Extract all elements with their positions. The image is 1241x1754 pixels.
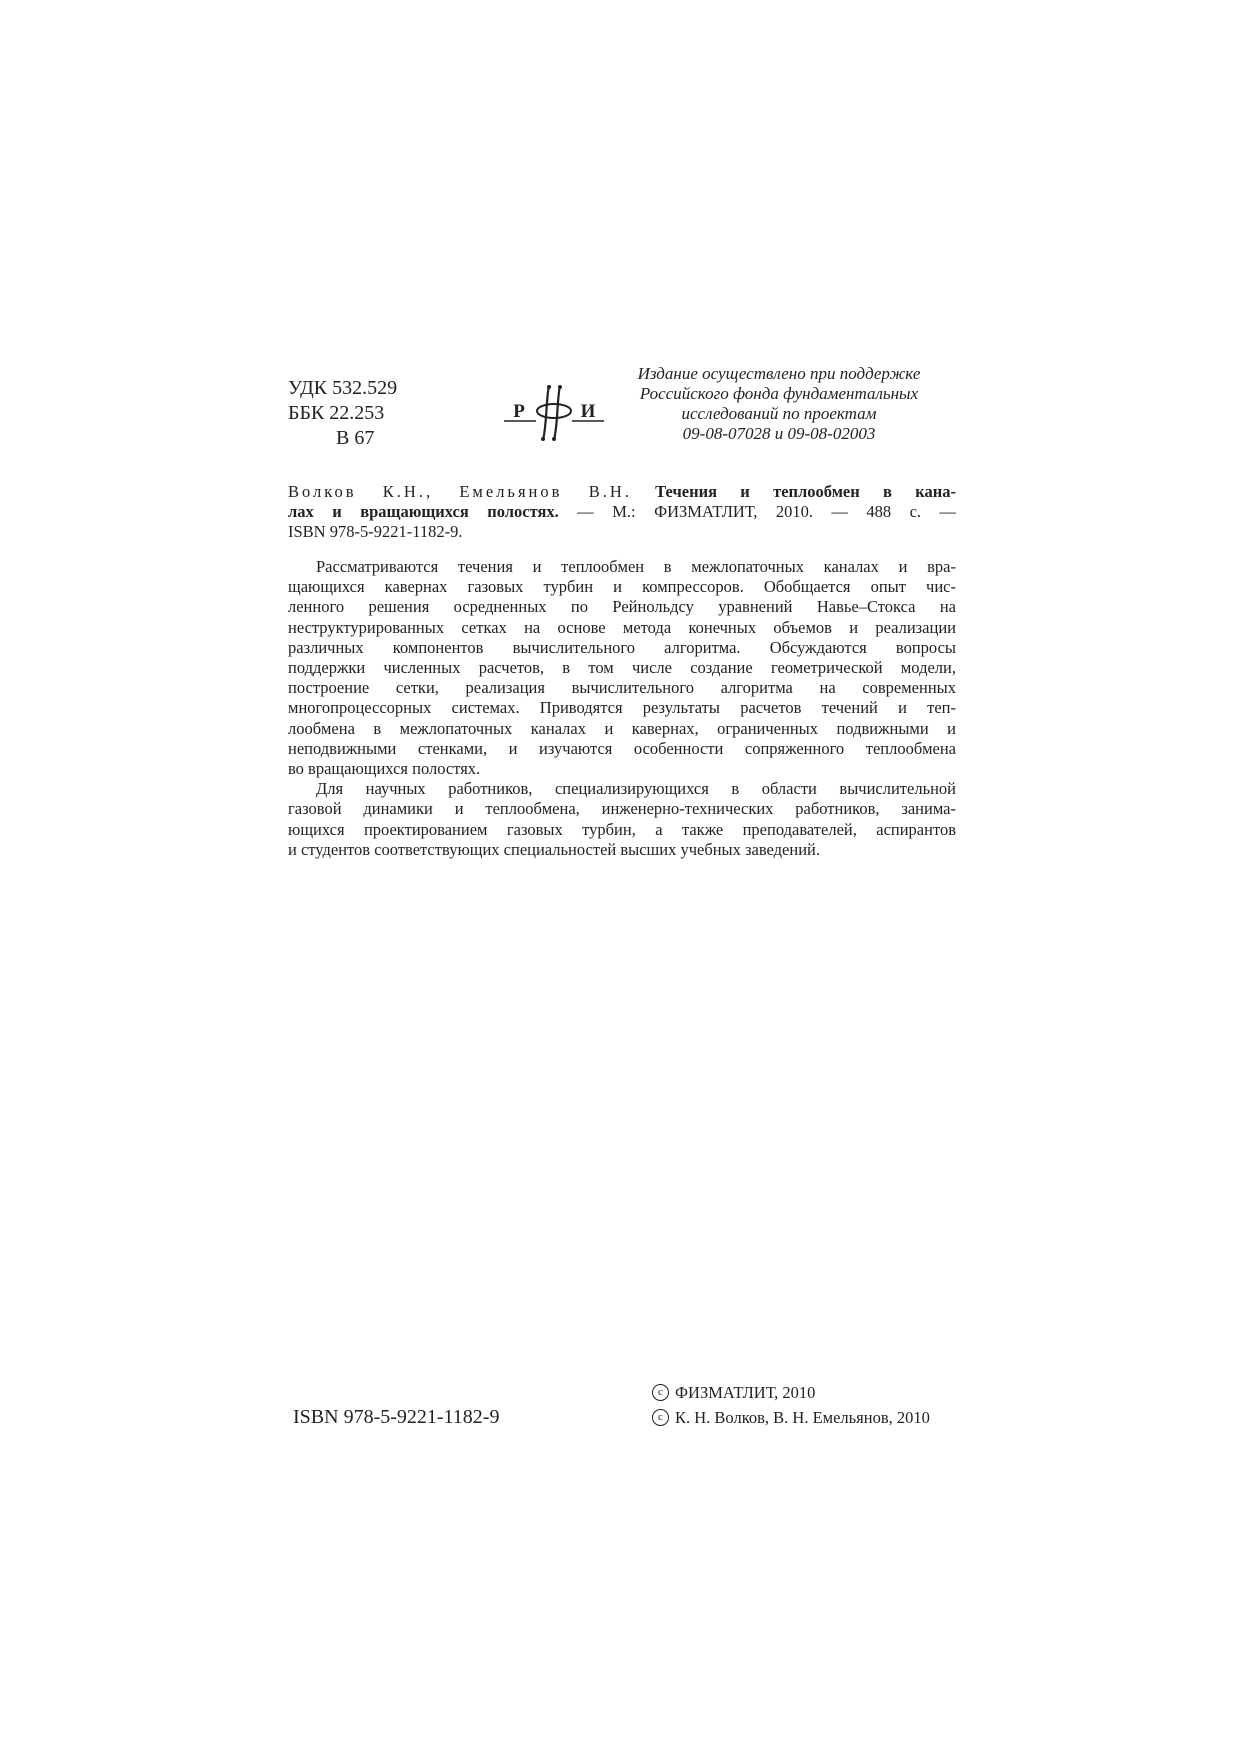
copyright-publisher-text: ФИЗМАТЛИТ, 2010: [675, 1383, 816, 1402]
abstract: [288, 557, 956, 860]
audience-line: Для научных работников, специализирующихся в области вычислительной: [316, 779, 956, 799]
logo-fita-mark: [537, 385, 571, 441]
classification-block: [288, 376, 397, 451]
copyright-publisher: [652, 1380, 930, 1405]
bib-line-2: [288, 502, 956, 522]
bib-isbn: ISBN 978-5-9221-1182-9.: [288, 522, 463, 541]
rfbr-logo: [502, 384, 606, 442]
abstract-line: лообмена в межлопаточных каналах и кавернах, ограниченных подвижными и: [288, 718, 956, 738]
bibliographic-record: [288, 482, 956, 542]
bbk-code: ББК 22.253: [288, 402, 385, 424]
grant-line: Издание осуществлено при поддержке: [637, 364, 921, 383]
audience-line: газовой динамики и теплообмена, инженерно-технических работников, занима-: [288, 799, 956, 819]
copyright-authors-text: К. Н. Волков, В. Н. Емельянов, 2010: [675, 1408, 930, 1427]
grant-line: Российского фонда фундаментальных: [639, 384, 919, 403]
bib-title-part1: Течения и теплообмен в кана-: [655, 482, 956, 501]
abstract-line: неструктурированных сетках на основе метода конечных объемов и реализации: [288, 617, 956, 637]
copyright-icon: c: [652, 1384, 669, 1401]
abstract-line: построение сетки, реализация вычислительного алгоритма на современных: [288, 678, 956, 698]
audience-line: и студентов соответствующих специальностей высших учебных заведений.: [288, 839, 820, 859]
abstract-line: ленного решения осредненных по Рейнольдсу уравнений Навье–Стокса на: [288, 597, 956, 617]
copyright-block: [652, 1380, 930, 1430]
audience-line: ющихся проектированием газовых турбин, а также преподавателей, аспирантов: [288, 819, 956, 839]
author-sign-code: В 67: [336, 427, 375, 449]
bib-title-part2: лах и вращающихся полостях.: [288, 502, 559, 521]
copyright-authors: [652, 1405, 930, 1430]
logo-letter-right: И: [580, 401, 596, 422]
abstract-line: во вращающихся полостях.: [288, 759, 481, 779]
copyright-icon: c: [652, 1409, 669, 1426]
abstract-line: неподвижными стенками, и изучаются особенности сопряженного теплообмена: [288, 738, 956, 758]
bib-publisher: — М.: ФИЗМАТЛИТ, 2010. — 488 с. —: [558, 502, 956, 521]
abstract-line: различных компонентов вычислительного алгоритма. Обсуждаются вопросы: [288, 637, 956, 657]
bib-line-1: [288, 482, 956, 502]
abstract-line: Рассматриваются течения и теплообмен в межлопаточных каналах и вра-: [316, 557, 956, 576]
grant-line: исследований по проектам: [681, 404, 877, 423]
abstract-line: многопроцессорных системах. Приводятся результаты расчетов течений и теп-: [288, 698, 956, 718]
abstract-line: поддержки численных расчетов, в том числе создание геометрической модели,: [288, 658, 956, 678]
rfbr-logo-graphic: [502, 384, 606, 442]
grant-notice: [602, 364, 956, 444]
isbn-bottom: ISBN 978-5-9221-1182-9: [293, 1406, 500, 1428]
udk-code: УДК 532.529: [288, 377, 398, 399]
abstract-line: щающихся кавернах газовых турбин и компрессоров. Обобщается опыт чис-: [288, 577, 956, 597]
logo-letter-left: Р: [513, 401, 525, 422]
grant-line: 09-08-07028 и 09-08-02003: [682, 424, 876, 443]
bib-authors: Волков К.Н., Емельянов В.Н.: [288, 482, 632, 501]
